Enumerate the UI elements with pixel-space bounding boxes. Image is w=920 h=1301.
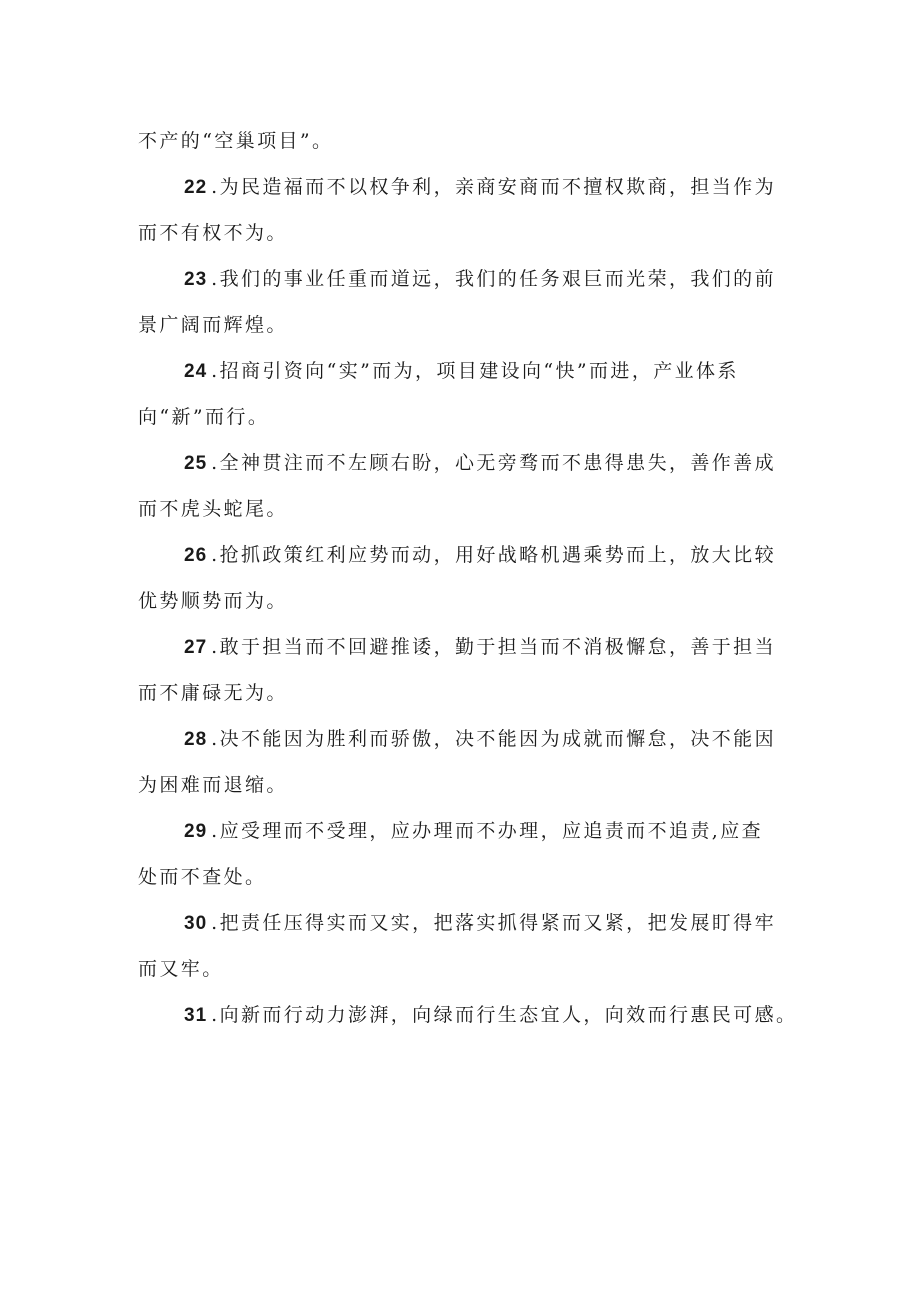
item-number: 29 <box>184 821 208 842</box>
line-text: .我们的事业任重而道远，我们的任务艰巨而光荣，我们的前 <box>211 268 776 290</box>
line-text: .全神贯注而不左顾右盼，心无旁骛而不患得患失，善作善成 <box>211 452 776 474</box>
list-item <box>138 808 792 854</box>
line-text: .抢抓政策红利应势而动，用好战略机遇乘势而上，放大比较 <box>211 544 776 566</box>
list-item <box>138 900 792 946</box>
line-text: 优势顺势而为。 <box>138 590 288 612</box>
list-item <box>138 348 792 394</box>
list-item <box>138 624 792 670</box>
item-number: 22 <box>184 177 208 198</box>
item-number: 31 <box>184 1005 208 1026</box>
line-text: .决不能因为胜利而骄傲，决不能因为成就而懈怠，决不能因 <box>211 728 776 750</box>
text-line <box>138 210 792 256</box>
item-number: 25 <box>184 453 208 474</box>
text-line <box>138 118 792 164</box>
line-text: .为民造福而不以权争利，亲商安商而不擅权欺商，担当作为 <box>211 176 776 198</box>
item-number: 27 <box>184 637 208 658</box>
text-line <box>138 394 792 440</box>
line-text: .招商引资向“实”而为，项目建设向“快”而进，产业体系 <box>211 360 739 382</box>
line-text: 景广阔而辉煌。 <box>138 314 288 336</box>
line-text: 向“新”而行。 <box>138 406 270 428</box>
line-text: .把责任压得实而又实，把落实抓得紧而又紧，把发展盯得牢 <box>211 912 776 934</box>
item-number: 26 <box>184 545 208 566</box>
line-text: .敢于担当而不回避推诿，勤于担当而不消极懈怠，善于担当 <box>211 636 776 658</box>
list-item <box>138 164 792 210</box>
text-line <box>138 762 792 808</box>
line-text: 处而不查处。 <box>138 866 267 888</box>
list-item <box>138 256 792 302</box>
item-number: 24 <box>184 361 208 382</box>
text-line <box>138 302 792 348</box>
line-text: 而不庸碌无为。 <box>138 682 288 704</box>
document-body <box>138 118 798 1038</box>
list-item <box>138 716 792 762</box>
text-line <box>138 854 792 900</box>
line-text: .应受理而不受理，应办理而不办理，应追责而不追责,应查 <box>211 820 764 842</box>
item-number: 28 <box>184 729 208 750</box>
item-number: 30 <box>184 913 208 934</box>
line-text: 而又牢。 <box>138 958 224 980</box>
list-item <box>138 992 798 1038</box>
line-text: 而不虎头蛇尾。 <box>138 498 288 520</box>
text-line <box>138 486 792 532</box>
item-number: 23 <box>184 269 208 290</box>
text-line <box>138 670 792 716</box>
line-text: 不产的“空巢项目”。 <box>138 130 334 152</box>
line-text: 而不有权不为。 <box>138 222 288 244</box>
list-item <box>138 440 792 486</box>
line-text: 为困难而退缩。 <box>138 774 288 796</box>
list-item <box>138 532 792 578</box>
line-text: .向新而行动力澎湃，向绿而行生态宜人，向效而行惠民可感。 <box>211 1004 798 1026</box>
text-line <box>138 578 792 624</box>
text-line <box>138 946 792 992</box>
